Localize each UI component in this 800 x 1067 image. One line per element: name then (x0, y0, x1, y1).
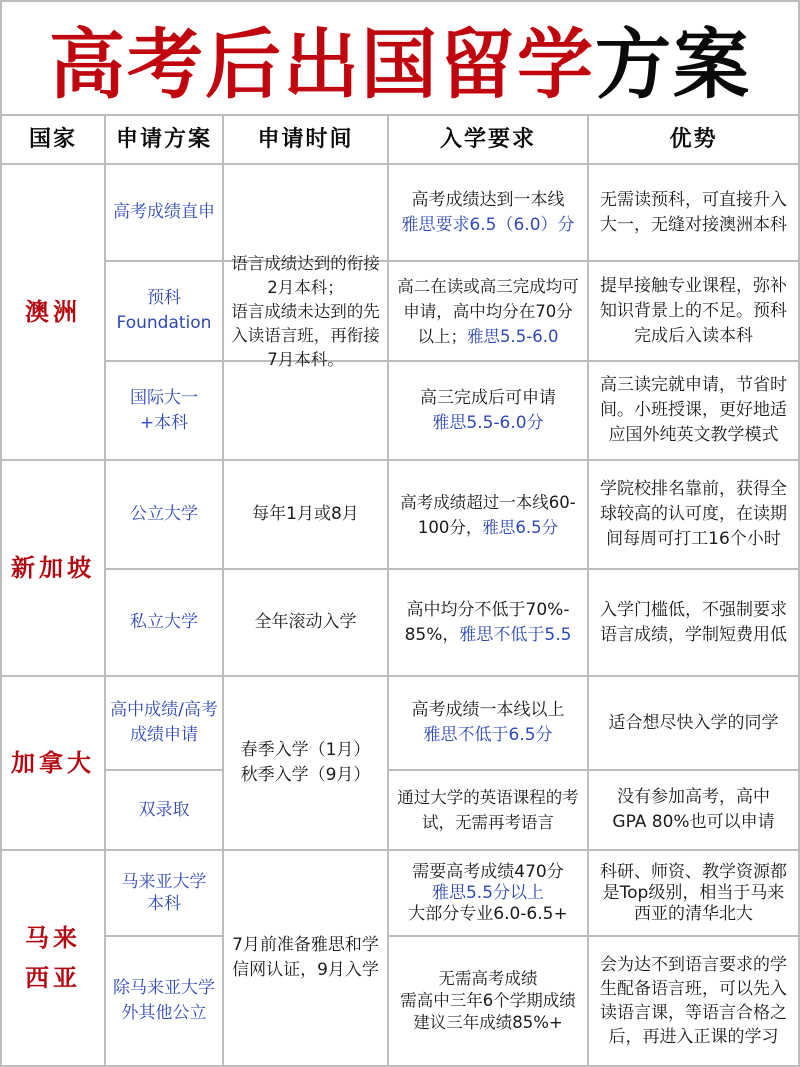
country-singapore: 新加坡 (11, 553, 95, 582)
plan-gaokao-direct: 高考成绩直申 (113, 202, 215, 222)
header-advantage: 优势 (669, 126, 718, 152)
country-canada: 加拿大 (11, 748, 95, 777)
advantage-cell: 无需读预科，可直接升入 大一，无缝对接澳洲本科 (600, 189, 787, 235)
header-country: 国家 (28, 126, 77, 152)
advantage-cell: 提早接触专业课程，弥补 知识背景上的不足。预科 完成后入读本科 (600, 275, 787, 346)
time-singapore-private: 全年滚动入学 (254, 612, 357, 632)
requirement-cell: 无需高考成绩 需高中三年6个学期成绩 建议三年成绩85%+ (400, 969, 576, 1032)
requirement-cell: 高中均分不低于70%- 85%，雅思不低于5.5 (404, 599, 572, 645)
title-red-part: 高考后出国留学 (49, 19, 595, 109)
time-singapore-public: 每年1月或8月 (252, 504, 359, 524)
requirement-cell: 需要高考成绩470分 雅思5.5分以上 大部分专业6.0-6.5+ (408, 861, 568, 924)
requirement-cell: 高二在读或高三完成均可 申请，高中均分在70分 以上；雅思5.5-6.0 (397, 276, 579, 346)
title-black-part: 方案 (595, 19, 751, 109)
plan-foundation: 预科 Foundation (116, 288, 212, 333)
requirement-cell: 高考成绩达到一本线 雅思要求6.5（6.0）分 (401, 189, 575, 235)
header-time: 申请时间 (257, 126, 354, 152)
time-australia: 语言成绩达到的衔接 2月本科； 语言成绩未达到的先 入读语言班，再衔接 7月本科。 (231, 254, 380, 369)
advantage-cell: 会为达不到语言要求的学 生配备语言班，可以先入 读语言课，等语言合格之 后，再进入正课的学习 (600, 955, 787, 1047)
requirement-cell: 高考成绩超过一本线60- 100分，雅思6.5分 (400, 492, 576, 537)
time-canada: 春季入学（1月） 秋季入学（9月） (240, 740, 371, 785)
advantage-cell: 学院校排名靠前，获得全 球较高的认可度，在读期 间每周可打工16个小时 (600, 479, 787, 549)
plan-international-year-one: 国际大一 +本科 (130, 387, 198, 433)
plan-highschool-gaokao: 高中成绩/高考 成绩申请 (110, 700, 218, 745)
advantage-cell: 入学门槛低，不强制要求 语言成绩，学制短费用低 (600, 599, 787, 645)
advantage-cell: 科研、师资、教学资源都 是Top级别，相当于马来 西亚的清华北大 (600, 861, 787, 924)
page-title (2, 2, 798, 114)
country-australia: 澳洲 (25, 297, 81, 326)
header-plan: 申请方案 (115, 126, 212, 152)
header-requirement: 入学要求 (439, 126, 536, 152)
advantage-cell: 高三读完就申请，节省时 间。小班授课，更好地适 应国外纯英文教学模式 (600, 375, 787, 445)
advantage-cell: 适合想尽快入学的同学 (608, 712, 779, 733)
plan-private-university: 私立大学 (130, 612, 198, 632)
plan-other-public-universities: 除马来亚大学 外其他公立 (113, 978, 215, 1023)
requirement-cell: 高考成绩一本线以上 雅思不低于6.5分 (411, 700, 565, 745)
plan-university-of-malaya: 马来亚大学 本科 (121, 872, 207, 914)
country-malaysia: 马来 西亚 (25, 923, 81, 992)
requirement-cell: 高三完成后可申请 雅思5.5-6.0分 (420, 387, 556, 433)
plan-dual-admission: 双录取 (138, 799, 190, 820)
advantage-cell: 没有参加高考，高中 GPA 80%也可以申请 (612, 787, 775, 832)
time-malaysia: 7月前准备雅思和学 信网认证，9月入学 (232, 935, 379, 980)
requirement-cell: 通过大学的英语课程的考 试，无需再考语言 (397, 788, 579, 832)
plan-public-university: 公立大学 (130, 504, 198, 524)
